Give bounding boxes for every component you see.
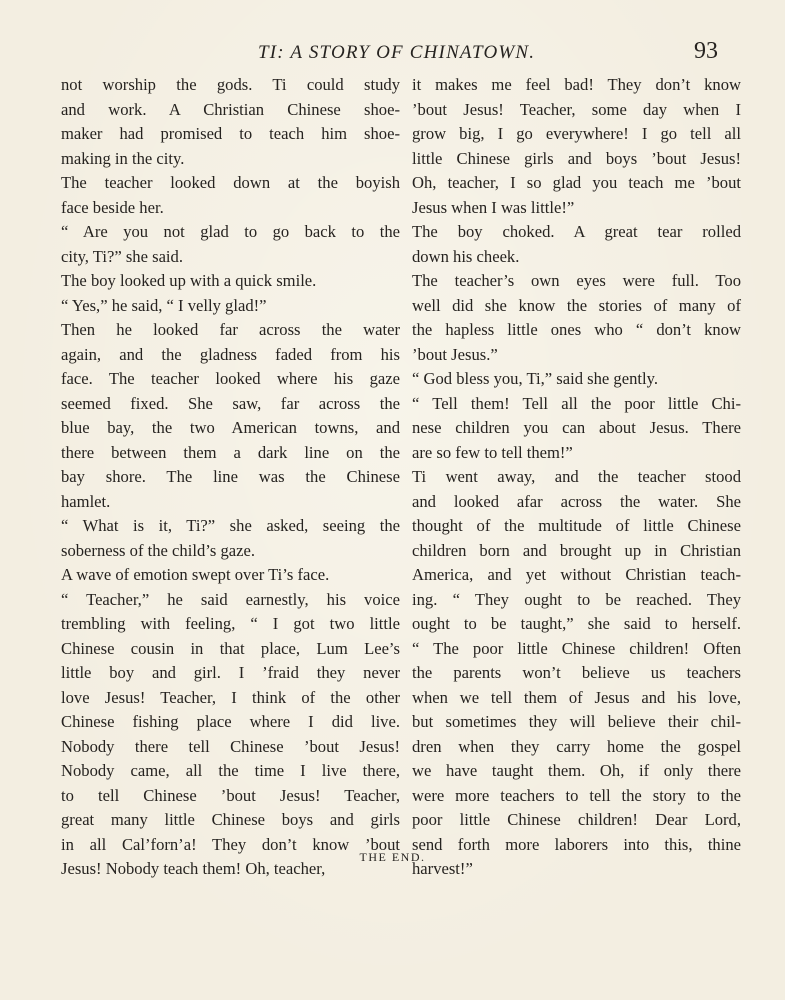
left-column-line: “ Yes,” he said, “ I velly glad!” (61, 295, 267, 315)
left-column-line: The boy looked up with a quick smile. (61, 271, 317, 290)
right-column-line: ing. “ They ought to be reached. They (412, 589, 741, 609)
right-column-line: “ Tell them! Tell all the poor little Chi- (412, 393, 741, 413)
right-column-line: are so few to tell them!” (412, 442, 573, 462)
right-column-line: dren when they carry home the gospel (412, 736, 741, 756)
right-column-line: harvest!” (412, 859, 473, 878)
left-column-line: little boy and girl. I ’fraid they never (61, 663, 400, 682)
left-column-line: Nobody there tell Chinese ’bout Jesus! (61, 736, 400, 756)
left-column-line: in all Cal’forn’a! They don’t know ’bout (61, 834, 400, 854)
left-column-line: bay shore. The line was the Chinese (61, 467, 400, 486)
left-column-line: “ Teacher,” he said earnestly, his voice (61, 589, 400, 609)
right-column-line: ’bout Jesus! Teacher, some day when I (412, 99, 741, 119)
left-column-line: A wave of emotion swept over Ti’s face. (61, 565, 330, 584)
left-column-line: The teacher looked down at the boyish (61, 173, 400, 192)
right-column-line: The teacher’s own eyes were full. Too (412, 271, 741, 290)
left-column-line: not worship the gods. Ti could study (61, 75, 400, 94)
right-column-line: poor little Chinese children! Dear Lord, (412, 810, 741, 829)
right-column-line: little Chinese girls and boys ’bout Jesus! (412, 148, 741, 168)
left-column-line: making in the city. (61, 148, 185, 168)
page-number: 93 (694, 38, 718, 64)
left-column-line: there between them a dark line on the (61, 442, 400, 462)
left-column-line: face beside her. (61, 197, 164, 217)
left-column-line: love Jesus! Teacher, I think of the other (61, 687, 400, 707)
left-column-line: blue bay, the two American towns, and (61, 418, 400, 437)
left-column-line: city, Ti?” she said. (61, 246, 183, 266)
left-column-line: to tell Chinese ’bout Jesus! Teacher, (61, 785, 400, 805)
page-header (0, 38, 785, 68)
right-column-line: The boy choked. A great tear rolled (412, 222, 741, 241)
left-column-line: soberness of the child’s gaze. (61, 540, 255, 560)
left-column-line: Chinese cousin in that place, Lum Lee’s (61, 638, 400, 658)
right-column-line: down his cheek. (412, 246, 520, 266)
right-column-line: the hapless little ones who “ don’t know (412, 320, 741, 339)
left-column-line: “ Are you not glad to go back to the (61, 222, 400, 241)
running-head: TI: A STORY OF CHINATOWN. (258, 42, 536, 63)
right-column-line: ’bout Jesus.” (412, 344, 498, 364)
left-column-line: face. The teacher looked where his gaze (61, 369, 400, 388)
left-column-line: hamlet. (61, 491, 111, 511)
right-column-line: send forth more laborers into this, thine (412, 834, 741, 854)
left-column-line: seemed fixed. She saw, far across the (61, 393, 400, 413)
right-column-line: nese children you can about Jesus. There (412, 418, 741, 437)
left-column-line: Chinese fishing place where I did live. (61, 712, 400, 731)
left-column-line: “ What is it, Ti?” she asked, seeing the (61, 516, 400, 535)
right-column-line: ought to be taught,” she said to herself. (412, 614, 741, 633)
right-column-line: thought of the multitude of little Chinese (412, 516, 741, 535)
right-column-line: but sometimes they will believe their chil- (412, 712, 741, 731)
right-column-line: “ The poor little Chinese children! Often (412, 638, 741, 658)
left-column-line: Then he looked far across the water (61, 320, 400, 339)
right-column-line: well did she know the stories of many of (412, 295, 741, 315)
right-column-line: “ God bless you, Ti,” said she gently. (412, 369, 658, 388)
left-column-line: maker had promised to teach him shoe- (61, 124, 400, 143)
the-end-mark: THE END. (359, 850, 426, 864)
left-column-line: great many little Chinese boys and girls (61, 810, 400, 829)
right-column-line: and looked afar across the water. She (412, 491, 741, 511)
right-column-line: the parents won’t believe us teachers (412, 663, 741, 682)
left-column-line: and work. A Christian Chinese shoe- (61, 99, 400, 119)
left-text-column (61, 73, 400, 882)
right-column-line: America, and yet without Christian teach- (412, 565, 741, 584)
left-column-line: Nobody came, all the time I live there, (61, 761, 400, 780)
right-column-line: we have taught them. Oh, if only there (412, 761, 741, 780)
right-column-line: when we tell them of Jesus and his love, (412, 687, 741, 707)
right-column-line: children born and brought up in Christian (412, 540, 741, 560)
right-column-line: Jesus when I was little!” (412, 197, 575, 217)
left-column-line: trembling with feeling, “ I got two little (61, 614, 400, 633)
left-column-line: again, and the gladness faded from his (61, 344, 400, 364)
right-column-line: Ti went away, and the teacher stood (412, 467, 741, 486)
right-text-column (412, 73, 741, 882)
right-column-line: Oh, teacher, I so glad you teach me ’bout (412, 173, 741, 192)
left-column-line: Jesus! Nobody teach them! Oh, teacher, (61, 859, 326, 878)
right-column-line: it makes me feel bad! They don’t know (412, 75, 741, 94)
right-column-line: were more teachers to tell the story to the (412, 785, 741, 805)
right-column-line: grow big, I go everywhere! I go tell all (412, 124, 741, 143)
